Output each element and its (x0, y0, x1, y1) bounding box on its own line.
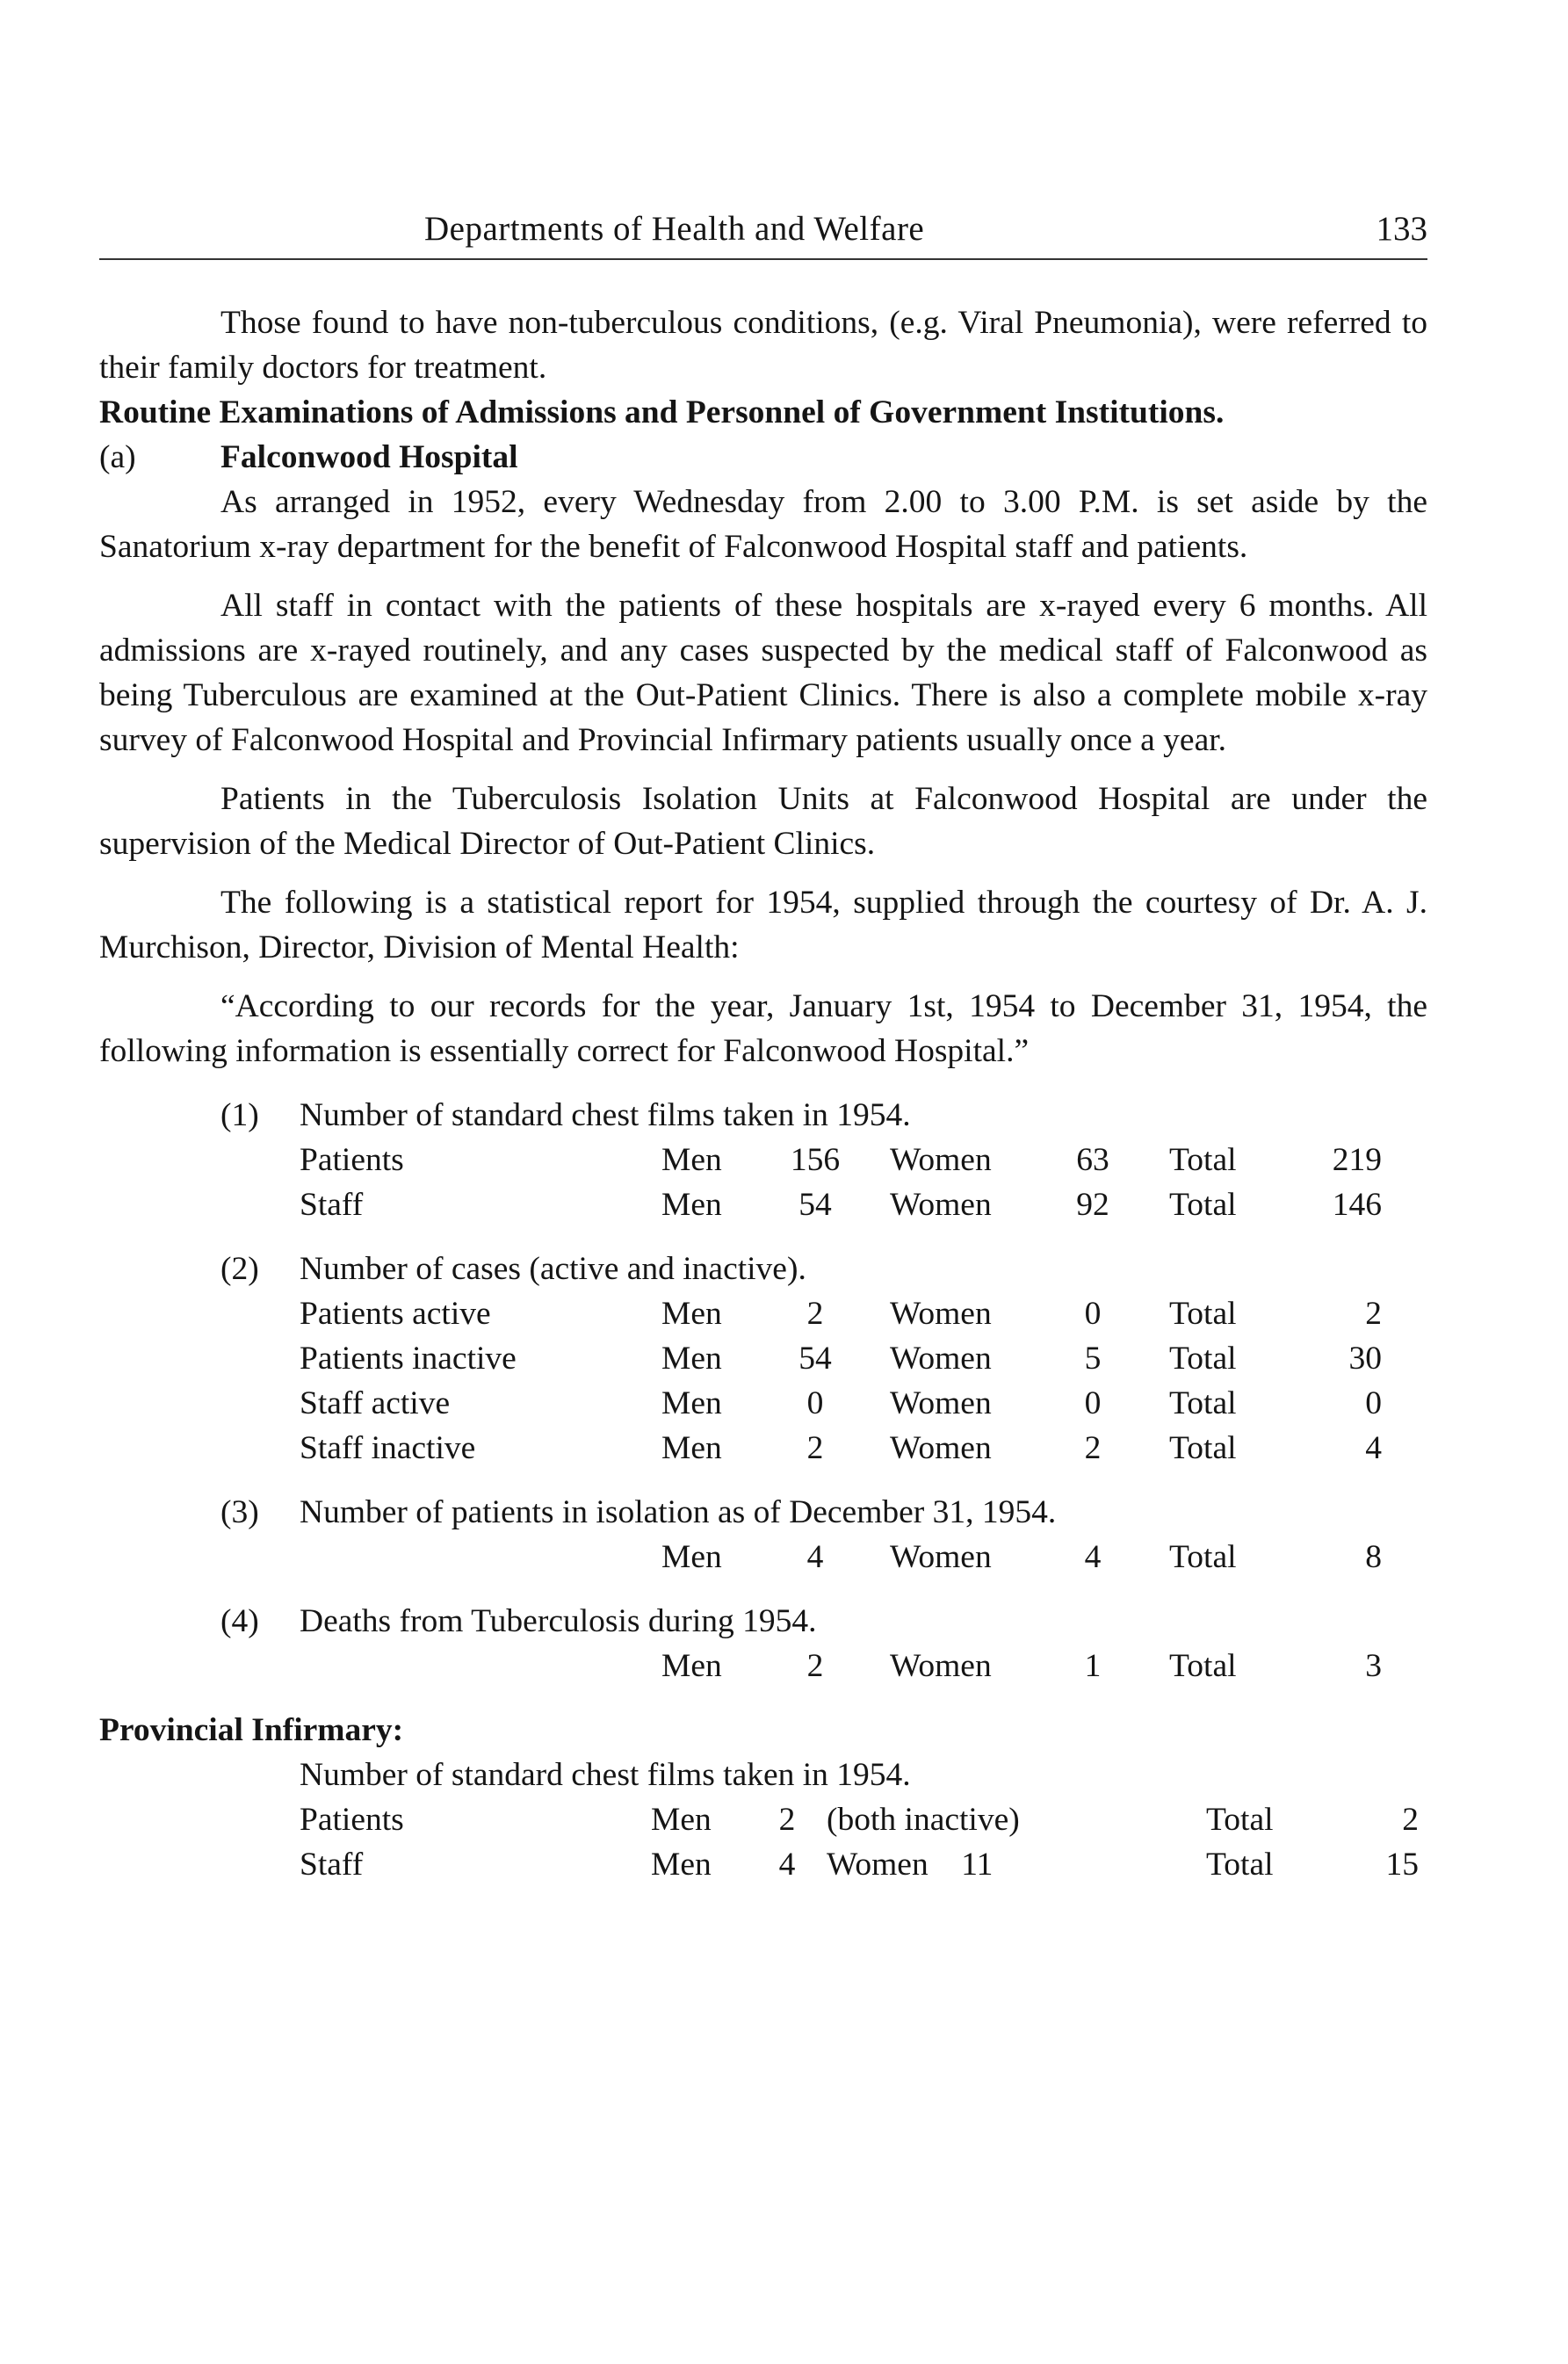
total-label: Total (1206, 1802, 1274, 1838)
paragraph-non-tuberculous: Those found to have non-tuberculous conditions, (e.g. Viral Pneumonia), were referred to their family doctors for treatment. (99, 305, 1427, 386)
total-label: Total (1169, 1385, 1237, 1421)
item-title: Number of patients in isolation as of December 31, 1954. (300, 1494, 1057, 1530)
men-count: 0 (806, 1385, 824, 1421)
men-count: 2 (806, 1296, 824, 1332)
table-row (300, 1138, 1382, 1182)
women-label: Women (890, 1430, 992, 1466)
total-count: 15 (1385, 1847, 1419, 1883)
stats-table (300, 1644, 1382, 1688)
paragraph-arranged: As arranged in 1952, every Wednesday from 2.00 to 3.00 P.M. is set aside by the Sanatorium x-ray department for the benefit of Falconwood Hospital staff and patients. (99, 484, 1427, 565)
total-count: 8 (1365, 1539, 1382, 1575)
women-count: 2 (1084, 1430, 1102, 1466)
stats-item (99, 1247, 1427, 1471)
women-label: Women (890, 1187, 992, 1223)
quote-paragraph: “According to our records for the year, January 1st, 1954 to December 31, 1954, the following information is essentially correct for Falconwood Hospital.” (99, 988, 1427, 1069)
women-label: Women (890, 1539, 992, 1575)
table-row (300, 1644, 1382, 1688)
row-label: Staff (300, 1187, 364, 1223)
running-header (99, 204, 1427, 260)
table-row (300, 1381, 1382, 1426)
total-count: 3 (1365, 1648, 1382, 1684)
stats-item (99, 1490, 1427, 1580)
men-count: 4 (806, 1539, 824, 1575)
men-count: 156 (790, 1142, 841, 1178)
men-label: Men (651, 1847, 712, 1883)
men-count: 2 (778, 1802, 796, 1838)
total-label: Total (1169, 1296, 1237, 1332)
row-label: Patients (300, 1142, 404, 1178)
row-label (300, 1644, 661, 1688)
row-label: Staff (300, 1847, 364, 1883)
table-row (300, 1426, 1382, 1471)
men-label: Men (661, 1385, 722, 1421)
item-number: (3) (220, 1494, 259, 1530)
paragraph-statistical-report: The following is a statistical report for 1954, supplied through the courtesy of Dr. A. J. Murchison, Director, Division of Mental Health: (99, 885, 1427, 965)
men-count: 54 (798, 1187, 832, 1223)
men-label: Men (661, 1430, 722, 1466)
total-count: 0 (1365, 1385, 1382, 1421)
row-detail: (both inactive) (827, 1802, 1020, 1838)
total-count: 219 (1332, 1142, 1382, 1178)
women-label: Women (890, 1296, 992, 1332)
row-label: Staff inactive (300, 1430, 476, 1466)
stats-item (99, 1093, 1427, 1227)
subsection-title: Falconwood Hospital (220, 439, 518, 475)
item-title: Number of cases (active and inactive). (300, 1251, 806, 1287)
men-count: 2 (806, 1648, 824, 1684)
total-label: Total (1169, 1187, 1237, 1223)
men-label: Men (661, 1648, 722, 1684)
men-count: 2 (806, 1430, 824, 1466)
women-count: 1 (1084, 1648, 1102, 1684)
stats-item-heading (99, 1599, 1427, 1644)
running-title: Departments of Health and Welfare (424, 210, 925, 248)
men-label: Men (661, 1142, 722, 1178)
women-label: Women (890, 1142, 992, 1178)
page-number: 133 (1376, 210, 1427, 248)
total-label: Total (1206, 1847, 1274, 1883)
table-row (300, 1797, 1419, 1842)
stats-table (300, 1291, 1382, 1471)
provincial-subtitle: Number of standard chest films taken in 1954. (300, 1757, 911, 1793)
stats-item-heading (99, 1093, 1427, 1138)
stats-table (300, 1535, 1382, 1580)
row-label: Patients active (300, 1296, 491, 1332)
stats-item (99, 1599, 1427, 1688)
women-count: 63 (1076, 1142, 1109, 1178)
row-label: Staff active (300, 1385, 451, 1421)
women-count: 92 (1076, 1187, 1109, 1223)
row-label: Patients inactive (300, 1341, 517, 1377)
total-label: Total (1169, 1430, 1237, 1466)
paragraph-all-staff: All staff in contact with the patients of these hospitals are x-rayed every 6 months. All admissions are x-rayed routinely, and any cases suspected by the medical staff of Falconwood as being Tuberculous are examined at the Out-Patient Clinics. There is also a complete mobile x-ray survey of Falconwood Hospital and Provincial Infirmary patients usually once a year. (99, 588, 1427, 758)
row-label: Patients (300, 1802, 404, 1838)
women-count: 0 (1084, 1296, 1102, 1332)
total-label: Total (1169, 1142, 1237, 1178)
subsection-heading (99, 435, 1427, 480)
table-row (300, 1291, 1382, 1336)
men-label: Men (661, 1296, 722, 1332)
stats-item-heading (99, 1247, 1427, 1291)
stats-table (300, 1138, 1382, 1227)
item-title: Deaths from Tuberculosis during 1954. (300, 1603, 817, 1639)
total-label: Total (1169, 1648, 1237, 1684)
table-row (300, 1182, 1382, 1227)
women-count: 0 (1084, 1385, 1102, 1421)
document-body (99, 300, 1427, 1887)
men-count: 4 (778, 1847, 796, 1883)
men-label: Men (661, 1187, 722, 1223)
total-count: 2 (1402, 1802, 1419, 1838)
table-row (300, 1842, 1419, 1887)
total-count: 2 (1365, 1296, 1382, 1332)
row-detail: Women 11 (827, 1847, 994, 1883)
men-label: Men (661, 1539, 722, 1575)
women-label: Women (890, 1648, 992, 1684)
total-count: 30 (1348, 1341, 1382, 1377)
item-number: (2) (220, 1251, 259, 1287)
section-heading: Routine Examinations of Admissions and Personnel of Government Institutions. (99, 394, 1225, 430)
paragraph-isolation-units: Patients in the Tuberculosis Isolation Units at Falconwood Hospital are under the supervision of the Medical Director of Out-Patient Clinics. (99, 781, 1427, 862)
item-number: (1) (220, 1097, 259, 1133)
total-count: 146 (1332, 1187, 1382, 1223)
subsection-number: (a) (99, 439, 136, 475)
women-count: 5 (1084, 1341, 1102, 1377)
provincial-table (300, 1797, 1419, 1887)
women-label: Women (890, 1385, 992, 1421)
men-label: Men (661, 1341, 722, 1377)
provincial-infirmary-heading: Provincial Infirmary: (99, 1712, 404, 1748)
stats-items (99, 1093, 1427, 1688)
table-row (300, 1535, 1382, 1580)
men-label: Men (651, 1802, 712, 1838)
item-title: Number of standard chest films taken in 1954. (300, 1097, 911, 1133)
table-row (300, 1336, 1382, 1381)
item-number: (4) (220, 1603, 259, 1639)
total-label: Total (1169, 1539, 1237, 1575)
total-count: 4 (1365, 1430, 1382, 1466)
total-label: Total (1169, 1341, 1237, 1377)
row-label (300, 1535, 661, 1580)
women-count: 4 (1084, 1539, 1102, 1575)
women-label: Women (890, 1341, 992, 1377)
stats-item-heading (99, 1490, 1427, 1535)
men-count: 54 (798, 1341, 832, 1377)
